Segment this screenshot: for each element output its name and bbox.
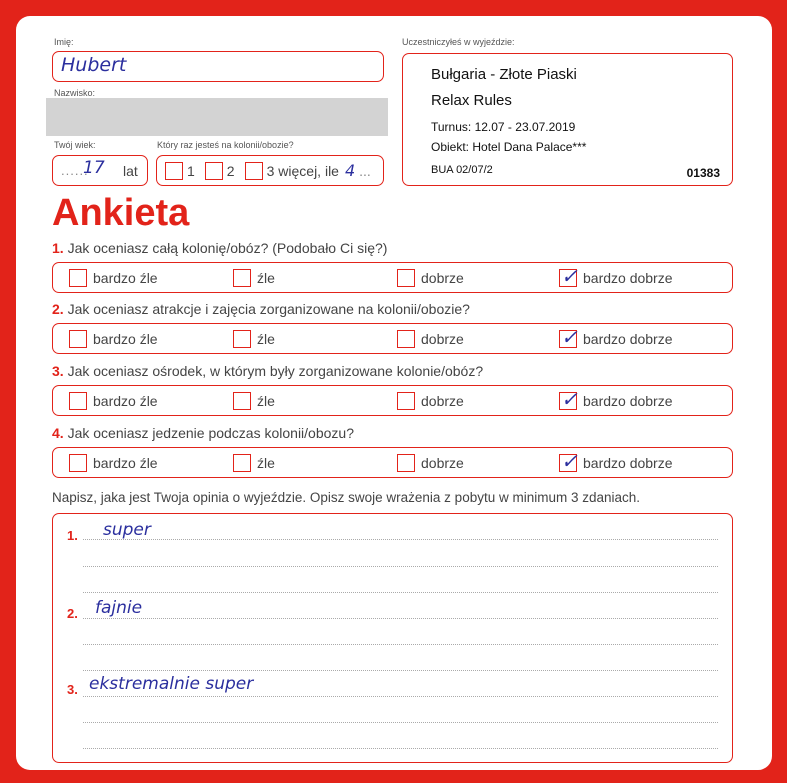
rating-checkbox[interactable] — [397, 392, 415, 410]
question-2 — [52, 301, 470, 317]
count-option-1: 1 — [187, 162, 195, 179]
trip-destination: Bułgaria - Złote Piaski — [431, 66, 577, 83]
rating-checkbox[interactable] — [233, 330, 251, 348]
age-field[interactable] — [52, 155, 148, 186]
rating-label: bardzo źle — [93, 331, 158, 347]
question-1-options — [52, 262, 733, 293]
question-3-options — [52, 385, 733, 416]
answer-number-2: 2. — [67, 606, 78, 621]
rating-checkbox[interactable] — [397, 330, 415, 348]
age-dots: ...... — [61, 163, 89, 178]
count-option-3: 3 więcej, ile — [266, 162, 339, 179]
age-label: Twój wiek: — [54, 140, 96, 150]
count-label: Który raz jesteś na kolonii/obozie? — [157, 140, 294, 150]
opinion-prompt: Napisz, jaka jest Twoja opinia o wyjeździe. Opisz swoje wrażenia z pobytu w minimum 3 zdaniach. — [52, 490, 641, 505]
rating-label: źle — [257, 455, 275, 471]
option-1[interactable] — [69, 392, 158, 410]
trip-label: Uczestniczyłeś w wyjeździe: — [402, 37, 515, 47]
rating-label: bardzo dobrze — [583, 393, 673, 409]
option-3[interactable] — [397, 392, 464, 410]
rating-label: źle — [257, 331, 275, 347]
option-4[interactable] — [559, 269, 673, 287]
option-2[interactable] — [233, 392, 275, 410]
rating-checkbox[interactable] — [559, 392, 577, 410]
rating-checkbox[interactable] — [233, 454, 251, 472]
rating-label: źle — [257, 393, 275, 409]
answer-number-3: 3. — [67, 682, 78, 697]
count-checkbox-3[interactable] — [245, 162, 263, 180]
rating-checkbox[interactable] — [69, 392, 87, 410]
rating-checkbox[interactable] — [233, 269, 251, 287]
trip-turnus: Turnus: 12.07 - 23.07.2019 — [431, 120, 576, 134]
name-value: Hubert — [61, 54, 127, 76]
rating-label: bardzo dobrze — [583, 331, 673, 347]
option-4[interactable] — [559, 330, 673, 348]
rating-checkbox[interactable] — [559, 269, 577, 287]
question-number: 1. — [52, 240, 64, 256]
option-1[interactable] — [69, 269, 158, 287]
trip-obiekt: Obiekt: Hotel Dana Palace*** — [431, 140, 587, 154]
answer-number-1: 1. — [67, 528, 78, 543]
question-4-options — [52, 447, 733, 478]
count-option-2: 2 — [226, 162, 235, 179]
rating-label: bardzo dobrze — [583, 455, 673, 471]
question-number: 3. — [52, 363, 64, 379]
option-4[interactable] — [559, 454, 673, 472]
rating-label: bardzo źle — [93, 393, 158, 409]
option-4[interactable] — [559, 392, 673, 410]
option-3[interactable] — [397, 269, 464, 287]
rating-checkbox[interactable] — [559, 454, 577, 472]
rating-checkbox[interactable] — [559, 330, 577, 348]
answer-text-1: super — [103, 520, 151, 540]
rating-checkbox[interactable] — [397, 454, 415, 472]
age-value: 17 — [83, 158, 105, 178]
rating-checkbox[interactable] — [69, 454, 87, 472]
question-number: 4. — [52, 425, 64, 441]
rating-checkbox[interactable] — [233, 392, 251, 410]
option-1[interactable] — [69, 454, 158, 472]
rating-label: dobrze — [421, 393, 464, 409]
rating-label: bardzo źle — [93, 270, 158, 286]
question-2-options — [52, 323, 733, 354]
opinion-box[interactable] — [52, 513, 733, 763]
option-3[interactable] — [397, 330, 464, 348]
rating-checkbox[interactable] — [397, 269, 415, 287]
surname-redacted — [46, 98, 388, 136]
surname-label: Nazwisko: — [54, 88, 96, 98]
option-2[interactable] — [233, 330, 275, 348]
rating-label: źle — [257, 270, 275, 286]
option-2[interactable] — [233, 454, 275, 472]
answer-text-3: ekstremalnie super — [89, 674, 254, 694]
question-4 — [52, 425, 354, 441]
count-checkbox-2[interactable] — [205, 162, 223, 180]
rating-label: dobrze — [421, 331, 464, 347]
survey-title: Ankieta — [52, 192, 190, 234]
rating-label: dobrze — [421, 270, 464, 286]
rating-checkbox[interactable] — [69, 330, 87, 348]
question-text: Jak oceniasz jedzenie podczas kolonii/obozu? — [67, 425, 354, 441]
name-label: Imię: — [54, 37, 74, 47]
count-value: 4 — [344, 161, 356, 180]
rating-label: bardzo źle — [93, 455, 158, 471]
answer-text-2: fajnie — [95, 598, 143, 618]
rating-checkbox[interactable] — [69, 269, 87, 287]
count-checkbox-1[interactable] — [165, 162, 183, 180]
rating-label: bardzo dobrze — [583, 270, 673, 286]
option-2[interactable] — [233, 269, 275, 287]
age-unit: lat — [123, 163, 138, 179]
option-1[interactable] — [69, 330, 158, 348]
question-text: Jak oceniasz atrakcje i zajęcia zorganizowane na kolonii/obozie? — [67, 301, 470, 317]
question-text: Jak oceniasz ośrodek, w którym były zorganizowane kolonie/obóz? — [67, 363, 484, 379]
trip-number: 01383 — [686, 166, 720, 180]
question-number: 2. — [52, 301, 64, 317]
trip-program: Relax Rules — [431, 92, 512, 109]
question-3 — [52, 363, 483, 379]
trip-info-box — [402, 53, 733, 186]
name-field[interactable] — [52, 51, 384, 82]
question-1 — [52, 240, 387, 256]
question-text: Jak oceniasz całą kolonię/obóz? (Podobało Ci się?) — [67, 240, 388, 256]
trip-code: BUA 02/07/2 — [431, 164, 493, 176]
count-field[interactable]: 1 2 3 więcej, ile 4 ... — [156, 155, 384, 186]
rating-label: dobrze — [421, 455, 464, 471]
option-3[interactable] — [397, 454, 464, 472]
